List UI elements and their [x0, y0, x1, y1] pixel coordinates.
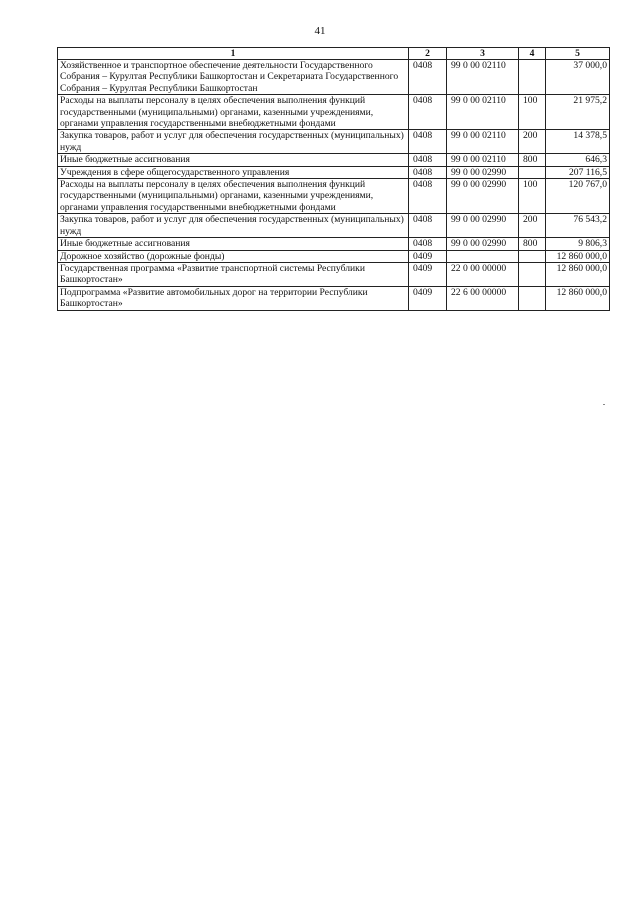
cell-name: Хозяйственное и транспортное обеспечение деятельности Государственного Собрания – Курултая Республики Башкортостан и Секретариата Государственного Собрания – Курултая Республики Башкортостан — [58, 60, 409, 95]
cell-section-code: 0408 — [409, 60, 447, 95]
cell-target-article: 99 0 00 02110 — [447, 130, 519, 154]
cell-section-code: 0409 — [409, 262, 447, 286]
cell-expense-type: 100 — [519, 95, 546, 130]
cell-section-code: 0408 — [409, 154, 447, 166]
cell-target-article: 22 6 00 00000 — [447, 286, 519, 310]
cell-section-code: 0408 — [409, 166, 447, 178]
cell-name: Подпрограмма «Развитие автомобильных дорог на территории Республики Башкортостан» — [58, 286, 409, 310]
cell-name: Расходы на выплаты персоналу в целях обеспечения выполнения функций государственными (муниципальными) органами, казенными учреждениями, органами управления государственными внебюджетными фондами — [58, 95, 409, 130]
table-row — [58, 154, 610, 166]
cell-section-code: 0408 — [409, 238, 447, 250]
cell-expense-type — [519, 286, 546, 310]
cell-name: Учреждения в сфере общегосударственного управления — [58, 166, 409, 178]
cell-name: Дорожное хозяйство (дорожные фонды) — [58, 250, 409, 262]
table-row — [58, 95, 610, 130]
cell-expense-type — [519, 166, 546, 178]
cell-section-code: 0408 — [409, 179, 447, 214]
cell-amount: 14 378,5 — [546, 130, 610, 154]
cell-target-article: 99 0 00 02990 — [447, 214, 519, 238]
column-header-5: 5 — [546, 48, 610, 60]
cell-name: Расходы на выплаты персоналу в целях обеспечения выполнения функций государственными (муниципальными) органами, казенными учреждениями, органами управления государственными внебюджетными фондами — [58, 179, 409, 214]
column-header-3: 3 — [447, 48, 519, 60]
cell-amount: 646,3 — [546, 154, 610, 166]
page-number: 41 — [314, 25, 326, 37]
cell-name: Закупка товаров, работ и услуг для обеспечения государственных (муниципальных) нужд — [58, 130, 409, 154]
table-row — [58, 130, 610, 154]
cell-target-article — [447, 250, 519, 262]
cell-expense-type: 200 — [519, 214, 546, 238]
cell-amount: 12 860 000,0 — [546, 286, 610, 310]
table-row — [58, 166, 610, 178]
table-row — [58, 238, 610, 250]
cell-expense-type — [519, 250, 546, 262]
cell-amount: 9 806,3 — [546, 238, 610, 250]
cell-section-code: 0408 — [409, 214, 447, 238]
cell-target-article: 99 0 00 02110 — [447, 154, 519, 166]
table-row — [58, 250, 610, 262]
cell-amount: 120 767,0 — [546, 179, 610, 214]
table-row — [58, 60, 610, 95]
table-row — [58, 286, 610, 310]
cell-expense-type — [519, 60, 546, 95]
cell-expense-type: 800 — [519, 154, 546, 166]
scan-dot — [603, 404, 605, 405]
cell-name: Закупка товаров, работ и услуг для обеспечения государственных (муниципальных) нужд — [58, 214, 409, 238]
cell-amount: 12 860 000,0 — [546, 262, 610, 286]
cell-name: Государственная программа «Развитие транспортной системы Республики Башкортостан» — [58, 262, 409, 286]
cell-name: Иные бюджетные ассигнования — [58, 154, 409, 166]
table-row — [58, 262, 610, 286]
cell-amount: 21 975,2 — [546, 95, 610, 130]
cell-expense-type — [519, 262, 546, 286]
cell-section-code: 0409 — [409, 250, 447, 262]
cell-expense-type: 100 — [519, 179, 546, 214]
column-header-1: 1 — [58, 48, 409, 60]
cell-amount: 207 116,5 — [546, 166, 610, 178]
cell-expense-type: 200 — [519, 130, 546, 154]
cell-target-article: 99 0 00 02990 — [447, 179, 519, 214]
cell-target-article: 99 0 00 02110 — [447, 95, 519, 130]
cell-amount: 37 000,0 — [546, 60, 610, 95]
cell-amount: 12 860 000,0 — [546, 250, 610, 262]
cell-section-code: 0408 — [409, 130, 447, 154]
budget-table — [57, 47, 610, 311]
cell-name: Иные бюджетные ассигнования — [58, 238, 409, 250]
table-header-row — [58, 48, 610, 60]
cell-amount: 76 543,2 — [546, 214, 610, 238]
cell-target-article: 99 0 00 02990 — [447, 166, 519, 178]
cell-target-article: 99 0 00 02110 — [447, 60, 519, 95]
cell-target-article: 22 0 00 00000 — [447, 262, 519, 286]
column-header-2: 2 — [409, 48, 447, 60]
cell-section-code: 0409 — [409, 286, 447, 310]
cell-section-code: 0408 — [409, 95, 447, 130]
cell-expense-type: 800 — [519, 238, 546, 250]
column-header-4: 4 — [519, 48, 546, 60]
cell-target-article: 99 0 00 02990 — [447, 238, 519, 250]
table-body — [58, 60, 610, 311]
table-row — [58, 179, 610, 214]
table-row — [58, 214, 610, 238]
